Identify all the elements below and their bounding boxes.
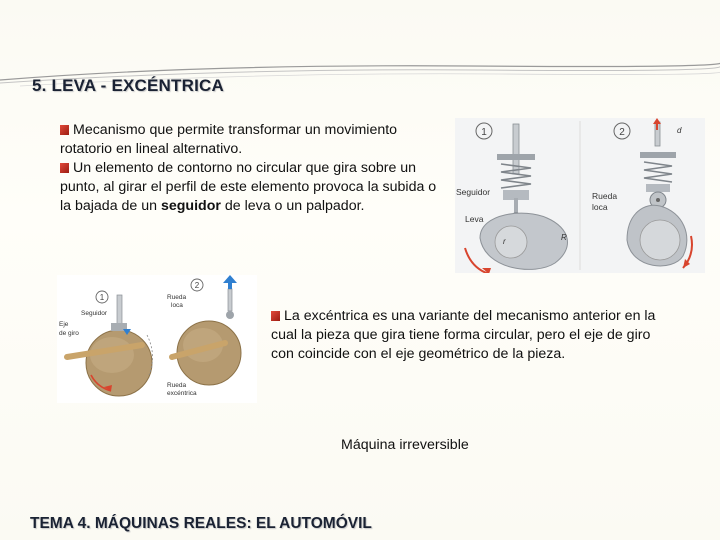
bullet-icon [60, 163, 69, 173]
label-d: d [677, 126, 682, 135]
label-excentrica: excéntrica [167, 390, 197, 397]
slide-title: 5. LEVA - EXCÉNTRICA [32, 76, 224, 95]
label-seguidor: Seguidor [456, 187, 491, 197]
label-de-giro: de giro [59, 330, 79, 337]
eccentric-text: La excéntrica es una variante del mecanismo anterior en la cual la pieza que gira tiene forma circular, pero el eje de giro con coincide con el eje geométrico de la pieza. [271, 308, 656, 362]
irreversible-caption: Máquina irreversible [341, 437, 469, 453]
paragraph-definition [60, 121, 450, 159]
explanation-text-end: de leva o un palpador. [220, 198, 365, 214]
bullet-icon [60, 125, 69, 135]
label-rueda-excentrica: Rueda [167, 382, 187, 389]
badge-1: 1 [481, 127, 487, 138]
paragraph-explanation [60, 159, 450, 216]
paragraph-eccentric [271, 307, 671, 364]
bullet-icon [271, 311, 280, 321]
label-R: R [561, 233, 567, 242]
label-rueda: Rueda [592, 191, 618, 201]
badge-2: 2 [619, 127, 625, 138]
badge-1: 1 [99, 293, 105, 302]
label-seguidor: Seguidor [81, 310, 108, 317]
label-eje: Eje [59, 321, 69, 328]
explanation-text: Un elemento de contorno no circular que gira sobre un punto, al girar el perfil de este elemento provoca la subida o la bajada de un [60, 160, 437, 214]
label-loca: loca [592, 202, 608, 212]
eccentric-figure [57, 275, 257, 403]
label-loca: loca [171, 302, 183, 309]
cam-description [60, 121, 450, 216]
definition-text: Mecanismo que permite transformar un movimiento rotatorio en lineal alternativo. [60, 122, 398, 157]
label-leva: Leva [465, 214, 484, 224]
keyword-seguidor: seguidor [160, 198, 221, 214]
label-r: r [503, 237, 506, 246]
badge-2: 2 [194, 281, 200, 290]
slide-footer: TEMA 4. MÁQUINAS REALES: EL AUTOMÓVIL [30, 515, 372, 532]
cam-follower-figure [455, 118, 705, 273]
eccentric-description [271, 307, 671, 364]
label-rueda: Rueda [167, 294, 187, 301]
